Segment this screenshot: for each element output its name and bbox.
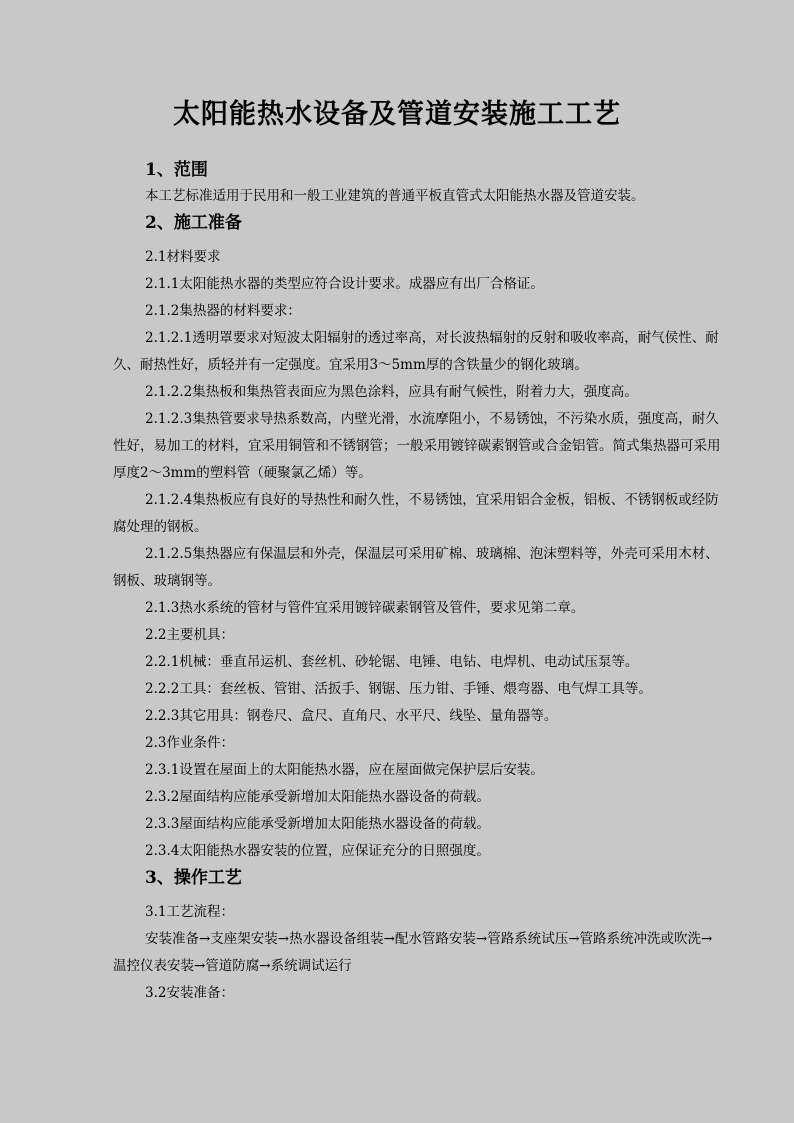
- paragraph: 2.1.2.4集热板应有良好的导热性和耐久性，不易锈蚀，宜采用铝合金板，铝板、不锈钢板或经防腐处理的钢板。: [113, 492, 719, 535]
- paragraph: 2.3.3屋面结构应能承受新增加太阳能热水器设备的荷载。: [145, 816, 490, 832]
- paragraph: 安装准备→支座架安装→热水器设备组装→配水管路安装→管路系统试压→管路系统冲洗或吹洗→温控仪表安装→管道防腐→系统调试运行: [113, 931, 713, 974]
- paragraph: 2.2.3其它用具：钢卷尺、盒尺、直角尺、水平尺、线坠、量角器等。: [145, 708, 558, 724]
- paragraph: 2.2主要机具：: [145, 627, 234, 643]
- paragraph: 2.3.4太阳能热水器安装的位置，应保证充分的日照强度。: [145, 843, 490, 859]
- paragraph: 2.1.3热水系统的管材与管件宜采用镀锌碳素钢管及管件，要求见第二章。: [145, 600, 585, 616]
- document-title: 太阳能热水设备及管道安装施工工艺: [173, 99, 621, 130]
- paragraph: 2.1.2.2集热板和集热管表面应为黑色涂料，应具有耐气候性，附着力大，强度高。: [145, 384, 638, 400]
- section-2-heading: 2、施工准备: [145, 213, 242, 233]
- paragraph: 2.3.2屋面结构应能承受新增加太阳能热水器设备的荷载。: [145, 789, 490, 805]
- paragraph: 2.2.2工具：套丝板、管钳、活扳手、钢锯、压力钳、手锤、煨弯器、电气焊工具等。: [145, 681, 652, 697]
- paragraph: 2.1材料要求: [145, 249, 221, 265]
- paragraph: 2.1.2.3集热管要求导热系数高，内壁光滑，水流摩阻小，不易锈蚀，不污染水质，强度高，耐久性好，易加工的材料，宜采用铜管和不锈钢管；一般采用镀锌碳素钢管或合金铝管。简式集热器可采用厚度2～3mm的塑料管（硬聚氯乙烯）等。: [113, 411, 721, 481]
- paragraph: 2.3作业条件：: [145, 735, 234, 751]
- paragraph: 2.1.1太阳能热水器的类型应符合设计要求。成器应有出厂合格证。: [145, 276, 544, 292]
- paragraph: 2.3.1设置在屋面上的太阳能热水器，应在屋面做完保护层后安装。: [145, 762, 544, 778]
- paragraph: 2.1.2集热器的材料要求：: [145, 303, 301, 319]
- section-3-heading: 3、操作工艺: [145, 868, 242, 888]
- paragraph: 3.2安装准备：: [145, 985, 234, 1001]
- paragraph: 3.1工艺流程：: [145, 904, 234, 920]
- paragraph: 2.1.2.1透明罩要求对短波太阳辐射的透过率高，对长波热辐射的反射和吸收率高，耐气侯性、耐久、耐热性好，质轻并有一定强度。宜采用3～5mm厚的含铁量少的钢化玻璃。: [113, 330, 719, 373]
- paragraph: 本工艺标准适用于民用和一般工业建筑的普通平板直管式太阳能热水器及管道安装。: [145, 188, 645, 204]
- paragraph: 2.1.2.5集热器应有保温层和外壳，保温层可采用矿棉、玻璃棉、泡沫塑料等，外壳可采用木材、钢板、玻璃钢等。: [113, 546, 719, 589]
- paragraph: 2.2.1机械：垂直吊运机、套丝机、砂轮锯、电锤、电钻、电焊机、电动试压泵等。: [145, 654, 639, 670]
- section-1-heading: 1、范围: [145, 160, 208, 180]
